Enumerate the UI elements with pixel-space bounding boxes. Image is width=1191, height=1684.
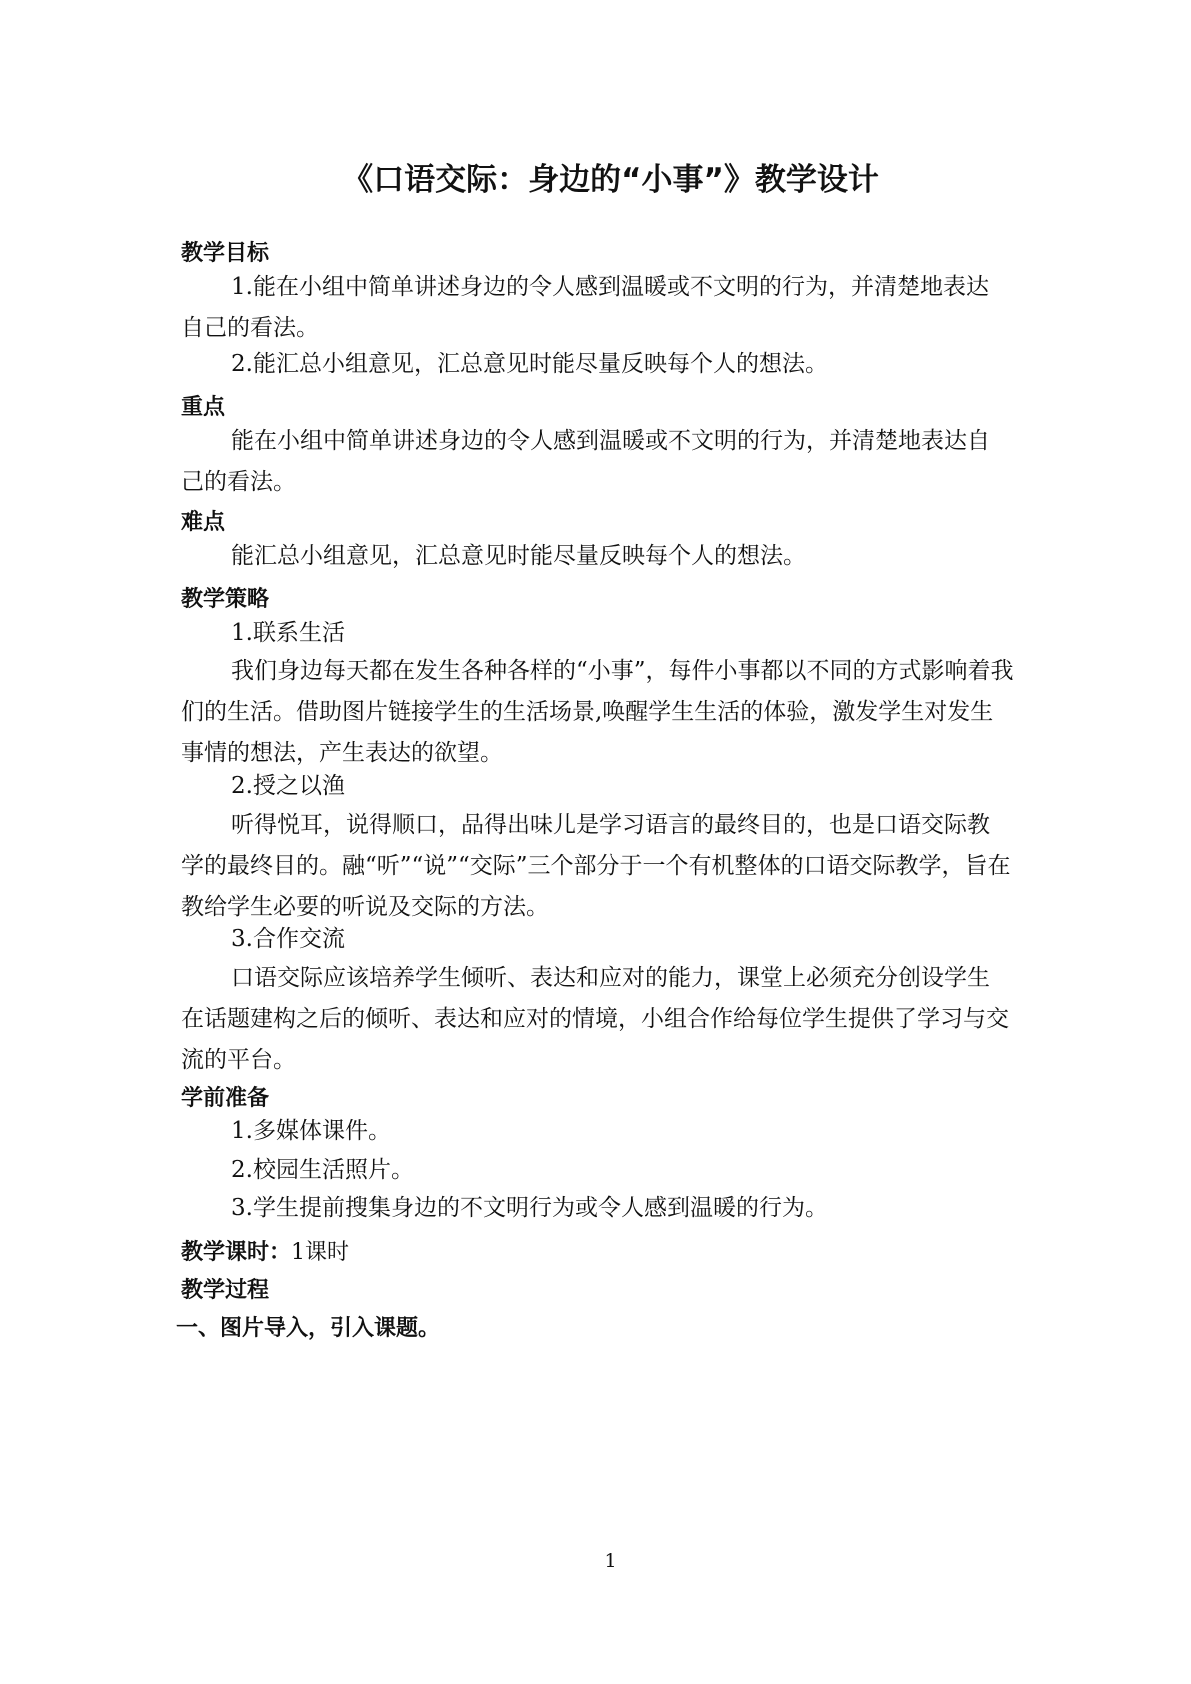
prep-2: 2.校园生活照片。 [231, 1157, 414, 1183]
strategy-3-title: 3.合作交流 [231, 926, 345, 952]
strategy-1-title: 1.联系生活 [231, 620, 345, 646]
goal-1: 1.能在小组中简单讲述身边的令人感到温暖或不文明的行为，并清楚地表达自己的看法。 [181, 274, 989, 341]
prep-1: 1.多媒体课件。 [231, 1118, 391, 1144]
prep-heading: 学前准备 [181, 1086, 270, 1111]
strategy-3-text: 口语交际应该培养学生倾听、表达和应对的能力，课堂上必须充分创设学生在话题建构之后的倾听、表达和应对的情境，小组合作给每位学生提供了学习与交流的平台。 [181, 965, 1009, 1073]
teaching-hours-label: 教学课时： [181, 1240, 292, 1265]
teaching-hours [181, 1235, 349, 1266]
difficulty-text: 能汇总小组意见，汇总意见时能尽量反映每个人的想法。 [231, 543, 806, 569]
difficulty-heading: 难点 [181, 510, 226, 535]
goals-heading: 教学目标 [181, 241, 270, 266]
strategy-1-text: 我们身边每天都在发生各种各样的“小事”，每件小事都以不同的方式影响着我们的生活。借助图片链接学生的生活场景,唤醒学生生活的体验，激发学生对发生事情的想法，产生表达的欲望。 [181, 658, 1014, 766]
key-heading: 重点 [181, 395, 226, 420]
strategy-heading: 教学策略 [181, 587, 270, 612]
prep-3: 3.学生提前搜集身边的不文明行为或令人感到温暖的行为。 [231, 1195, 828, 1221]
process-heading: 教学过程 [181, 1278, 270, 1303]
process-step-1: 一、图片导入，引入课题。 [176, 1316, 441, 1341]
key-text: 能在小组中简单讲述身边的令人感到温暖或不文明的行为，并清楚地表达自己的看法。 [181, 428, 990, 495]
strategy-2-title: 2.授之以渔 [231, 773, 345, 799]
document-title: 《口语交际：身边的“小事”》教学设计 [342, 162, 879, 198]
goal-2: 2.能汇总小组意见，汇总意见时能尽量反映每个人的想法。 [231, 351, 828, 377]
teaching-hours-value: 1课时 [291, 1240, 350, 1265]
strategy-2-text: 听得悦耳，说得顺口，品得出味儿是学习语言的最终目的，也是口语交际教学的最终目的。融“听”“说”“交际”三个部分于一个有机整体的口语交际教学，旨在教给学生必要的听说及交际的方法。 [181, 812, 1011, 920]
page-number: 1 [604, 1550, 617, 1572]
